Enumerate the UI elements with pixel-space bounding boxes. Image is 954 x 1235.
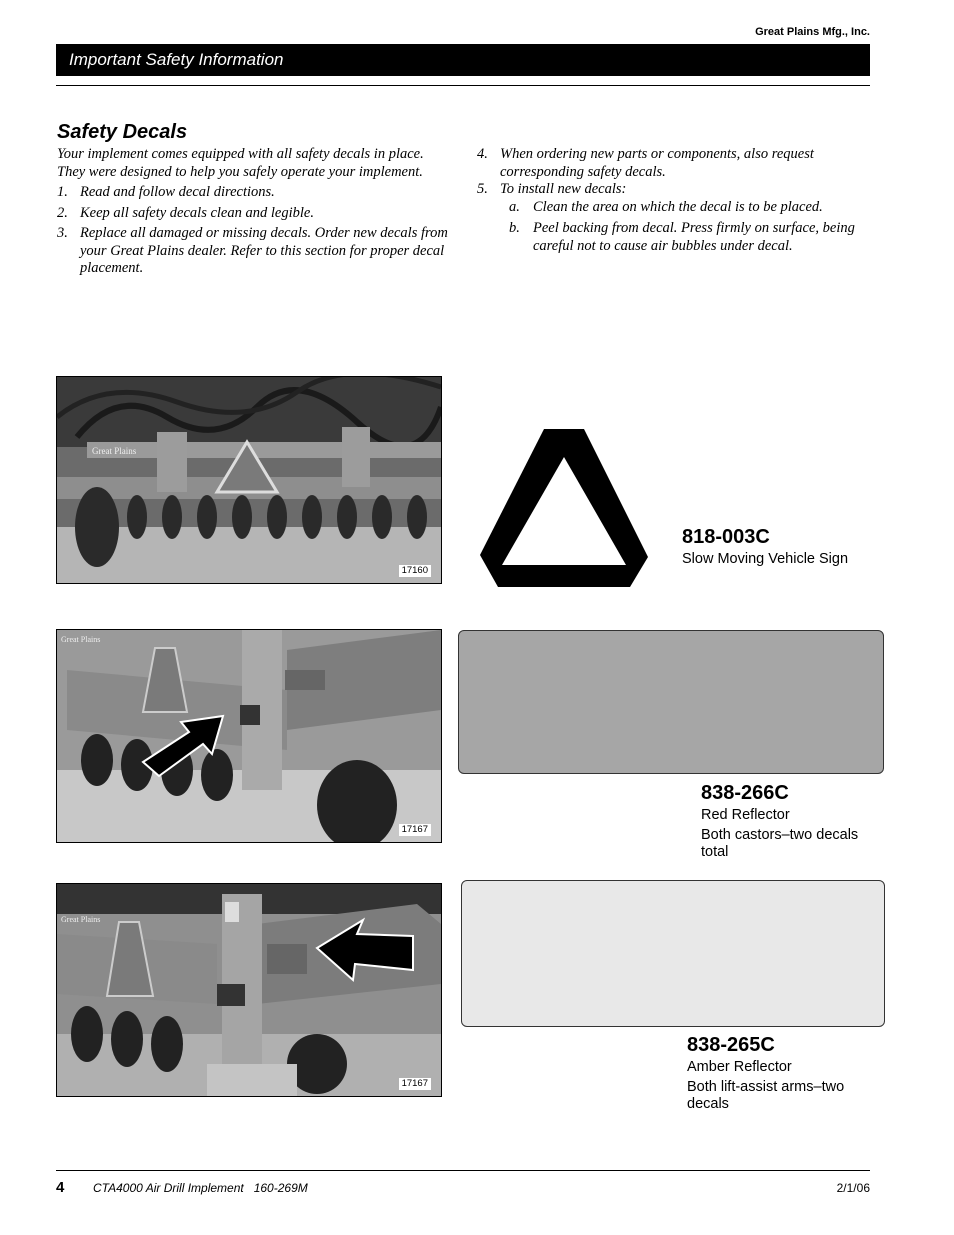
list-item: 3. Replace all damaged or missing decals. Order new decals from your Great Plains dealer. Refer to this section for proper decal placement. bbox=[57, 225, 448, 276]
photo-number: 17167 bbox=[399, 824, 431, 836]
photo-number: 17160 bbox=[399, 565, 431, 577]
decal-location: Both castors–two decals total bbox=[701, 827, 859, 860]
drill-photo-illustration bbox=[57, 377, 441, 583]
decal-location: Both lift-assist arms–two decals bbox=[687, 1079, 845, 1112]
photo-brand-text: Great Plains bbox=[61, 635, 101, 644]
footer-divider bbox=[56, 1170, 870, 1171]
list-item: b. Peel backing from decal. Press firmly on surface, being careful not to cause air bubbles under decal. bbox=[509, 220, 855, 254]
decal-838-265C-info bbox=[687, 1034, 877, 1113]
list-item: a. Clean the area on which the decal is to be placed. bbox=[509, 198, 823, 215]
decal-description: Slow Moving Vehicle Sign bbox=[682, 551, 849, 567]
photo-smv-location bbox=[56, 376, 442, 584]
decal-description: Amber Reflector bbox=[687, 1059, 792, 1075]
section-banner: Important Safety Information bbox=[56, 44, 870, 76]
company-name: Great Plains Mfg., Inc. bbox=[755, 26, 870, 38]
intro-column bbox=[57, 146, 452, 278]
steps-list-continued bbox=[477, 146, 872, 199]
photo-amber-reflector-location bbox=[56, 883, 442, 1097]
part-number: 838-266C bbox=[701, 782, 789, 804]
revision-date: 2/1/06 bbox=[836, 1181, 870, 1195]
part-number: 818-003C bbox=[682, 526, 770, 548]
decal-838-266C-info bbox=[701, 782, 881, 861]
photo-brand-text: Great Plains bbox=[92, 446, 137, 456]
steps-column-2 bbox=[477, 146, 872, 255]
slow-moving-vehicle-icon bbox=[478, 427, 650, 589]
decal-description: Red Reflector bbox=[701, 807, 790, 823]
decal-818-003C-info bbox=[682, 526, 848, 568]
photo-red-reflector-location bbox=[56, 629, 442, 843]
steps-list bbox=[57, 184, 452, 278]
document-title: CTA4000 Air Drill Implement 160-269M bbox=[93, 1181, 308, 1195]
list-item: 1. Read and follow decal directions. bbox=[57, 184, 275, 200]
list-item: 5. To install new decals: bbox=[477, 181, 627, 197]
header-divider bbox=[56, 85, 870, 86]
amber-reflector-decal bbox=[461, 880, 885, 1027]
part-number: 838-265C bbox=[687, 1034, 775, 1056]
photo-brand-text: Great Plains bbox=[61, 915, 101, 924]
castor-photo-illustration bbox=[57, 630, 441, 842]
intro-paragraph: Your implement comes equipped with all safety decals in place. They were designed to help you safely operate your implement. bbox=[57, 146, 424, 180]
smv-sign-decal bbox=[478, 427, 650, 589]
list-item: 2. Keep all safety decals clean and legible. bbox=[57, 204, 314, 221]
substeps-list bbox=[477, 199, 872, 256]
list-item: 4. When ordering new parts or components, also request corresponding safety decals. bbox=[477, 146, 814, 180]
page-title: Safety Decals bbox=[57, 121, 188, 143]
page-number: 4 bbox=[56, 1179, 65, 1196]
photo-number: 17167 bbox=[399, 1078, 431, 1090]
red-reflector-decal bbox=[458, 630, 884, 774]
lift-arm-photo-illustration bbox=[57, 884, 441, 1096]
